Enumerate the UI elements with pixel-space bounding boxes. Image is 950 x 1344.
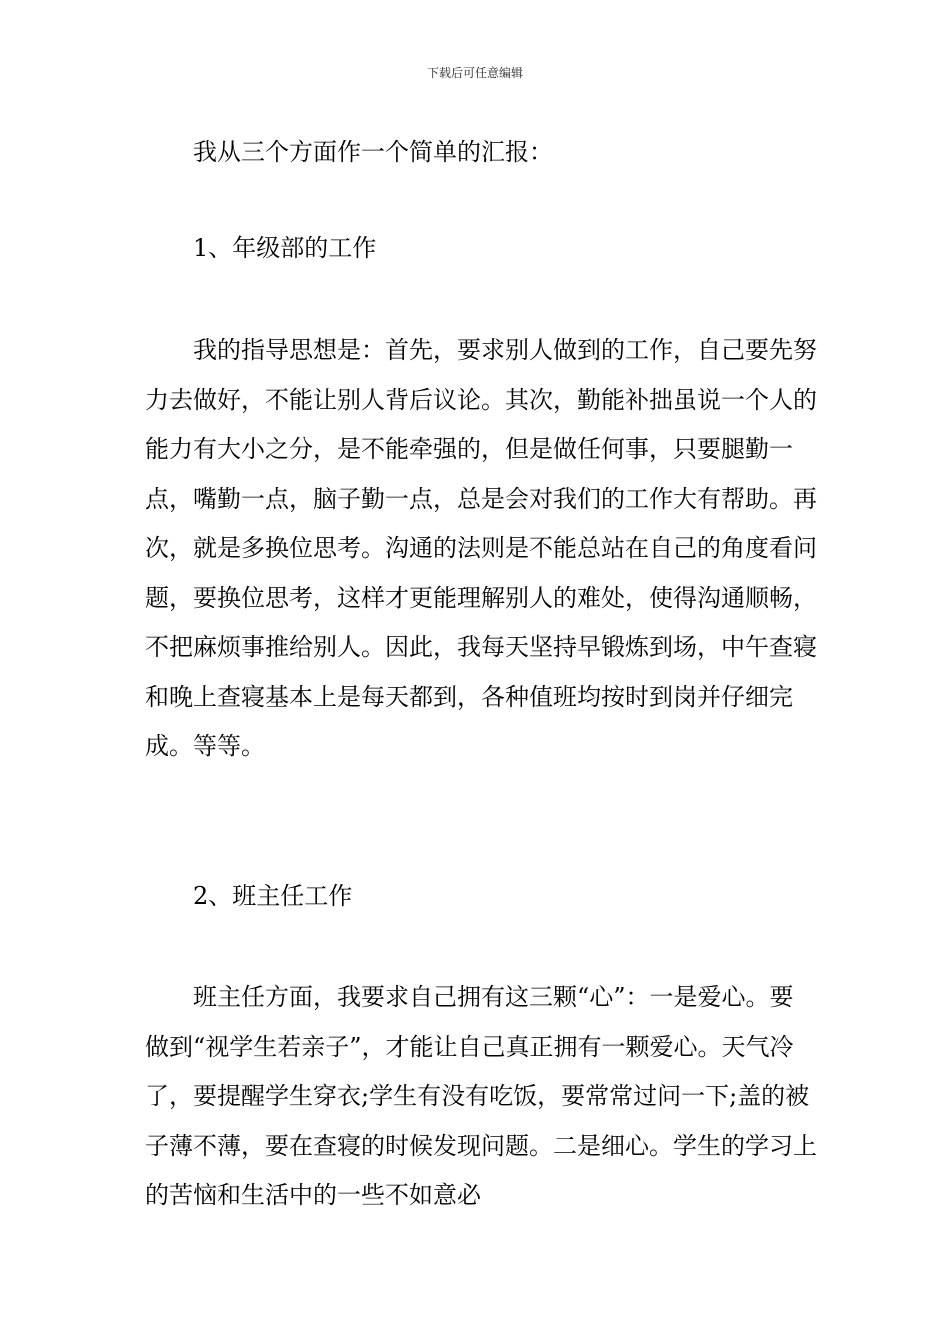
section-1-paragraph: 我的指导思想是：首先，要求别人做到的工作，自己要先努力去做好，不能让别人背后议论。其次，勤能补拙虽说一个人的能力有大小之分，是不能牵强的，但是做任何事，只要腿勤一点，嘴勤一点，脑子勤一点，总是会对我们的工作大有帮助。再次，就是多换位思考。沟通的法则是不能总站在自己的角度看问题，要换位思考，这样才更能理解别人的难处，使得沟通顺畅，不把麻烦事推给别人。因此，我每天坚持早锻炼到场，中午查寝和晚上查寝基本上是每天都到，各种值班均按时到岗并仔细完成。等等。 <box>145 336 817 760</box>
page-header-note: 下载后可任意编辑 <box>426 66 523 80</box>
section-1-heading: 1、年级部的工作 <box>193 234 377 262</box>
section-2-paragraph: 班主任方面，我要求自己拥有这三颗“心”：一是爱心。要做到“视学生若亲子”，才能让自己真正拥有一颗爱心。天气冷了，要提醒学生穿衣;学生有没有吃饭，要常常过问一下;盖的被子薄不薄，要在查寝的时候发现问题。二是细心。学生的学习上的苦恼和生活中的一些不如意必 <box>145 983 817 1209</box>
section-2-heading: 2、班主任工作 <box>193 882 353 910</box>
intro-paragraph: 我从三个方面作一个简单的汇报： <box>193 138 553 166</box>
